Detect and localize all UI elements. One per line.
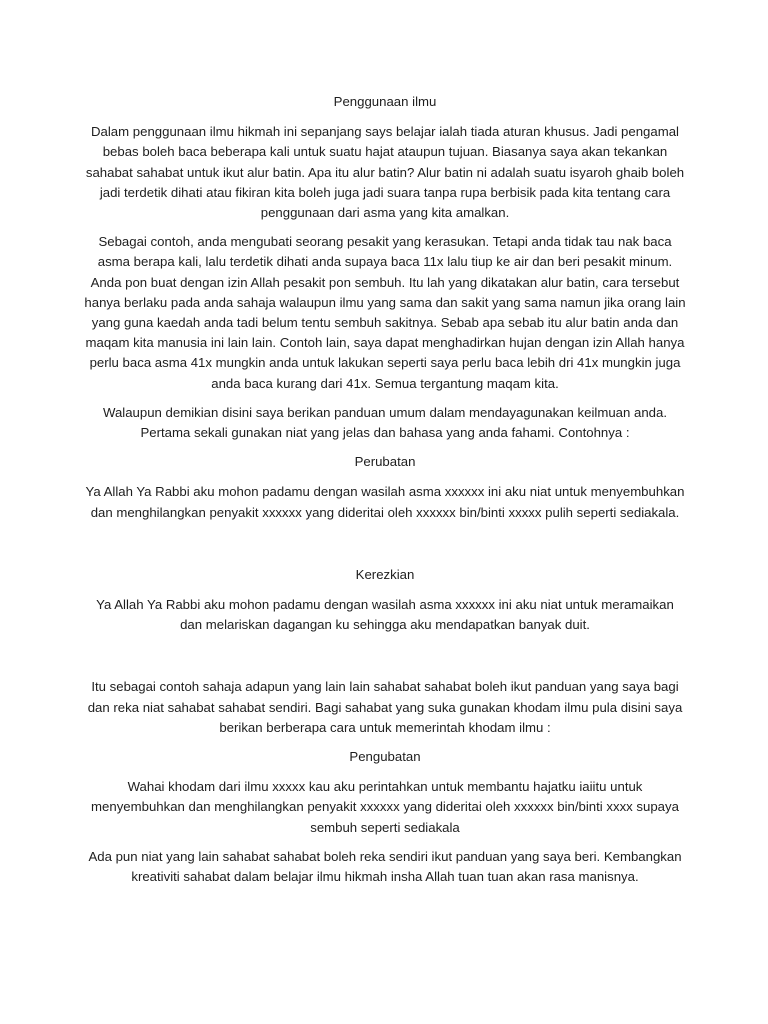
document-page	[84, 92, 686, 896]
heading-perubatan: Perubatan	[354, 454, 416, 470]
paragraph-perubatan-prayer: Ya Allah Ya Rabbi aku mohon padamu dengan wasilah asma xxxxxx ini aku niat untuk menyembuhkan dan menghilangkan penyakit xxxxxx yang dideritai oleh xxxxxx bin/binti xxxxx pulih seperti sediakala.	[85, 484, 685, 520]
paragraph-closing: Ada pun niat yang lain sahabat sahabat boleh reka sendiri ikut panduan yang saya beri. Kembangkan kreativiti sahabat dalam belajar ilmu hikmah insha Allah tuan tuan akan rasa manisnya.	[88, 848, 682, 885]
paragraph-khodam-intro: Itu sebagai contoh sahaja adapun yang lain lain sahabat sahabat boleh ikut panduan yang saya bagi dan reka niat sahabat sahabat sendiri. Bagi sahabat yang suka gunakan khodam ilmu pula disini saya berikan berberapa cara untuk memerintah khodam ilmu :	[87, 679, 683, 735]
paragraph-example: Sebagai contoh, anda mengubati seorang pesakit yang kerasukan. Tetapi anda tidak tau nak baca asma berapa kali, lalu terdetik dihati anda supaya baca 11x lalu tiup ke air dan beri pesakit minum. Anda pon buat dengan izin Allah pesakit pon sembuh. Itu lah yang dikatakan alur batin, cara tersebut hanya berlaku pada anda sahaja walaupun ilmu yang sama dan sakit yang sama namun jika orang lain yang guna kaedah anda tadi belum tentu sembuh sakitnya. Sebab apa sebab itu alur batin anda dan maqam kita manusia ini lain lain. Contoh lain, saya dapat menghadirkan hujan dengan izin Allah hanya perlu baca asma 41x mungkin anda untuk lakukan seperti saya perlu baca lebih dri 41x mungkin juga anda baca kurang dari 41x. Semua tergantung maqam kita.	[84, 234, 686, 391]
paragraph-pengubatan-command: Wahai khodam dari ilmu xxxxx kau aku perintahkan untuk membantu hajatku iaiitu untuk menyembuhkan dan menghilangkan penyakit xxxxxx yang dideritai oleh xxxxxx bin/binti xxxx supaya sembuh seperti sediakala	[91, 779, 679, 835]
heading-pengubatan: Pengubatan	[349, 749, 421, 765]
paragraph-kerezkian-prayer: Ya Allah Ya Rabbi aku mohon padamu dengan wasilah asma xxxxxx ini aku niat untuk meramaikan dan melariskan dagangan ku sehingga aku mendapatkan banyak duit.	[96, 597, 674, 633]
document-title: Penggunaan ilmu	[333, 94, 437, 109]
paragraph-alur-batin-intro: Dalam penggunaan ilmu hikmah ini sepanjang says belajar ialah tiada aturan khusus. Jadi pengamal bebas boleh baca beberapa kali untuk suatu hajat ataupun tujuan. Biasanya saya akan tekankan sahabat sahabat untuk ikut alur batin. Apa itu alur batin? Alur batin ni adalah suatu isyaroh ghaib boleh jadi terdetik dihati atau fikiran kita boleh juga jadi suara tanpa rupa berbisik pada kita tentang cara penggunaan dari asma yang kita amalkan.	[85, 124, 685, 221]
heading-kerezkian: Kerezkian	[355, 566, 415, 582]
paragraph-general-guide: Walaupun demikian disini saya berikan panduan umum dalam mendayagunakan keilmuan anda. Pertama sekali gunakan niat yang jelas dan bahasa yang anda fahami. Contohnya :	[103, 404, 667, 441]
